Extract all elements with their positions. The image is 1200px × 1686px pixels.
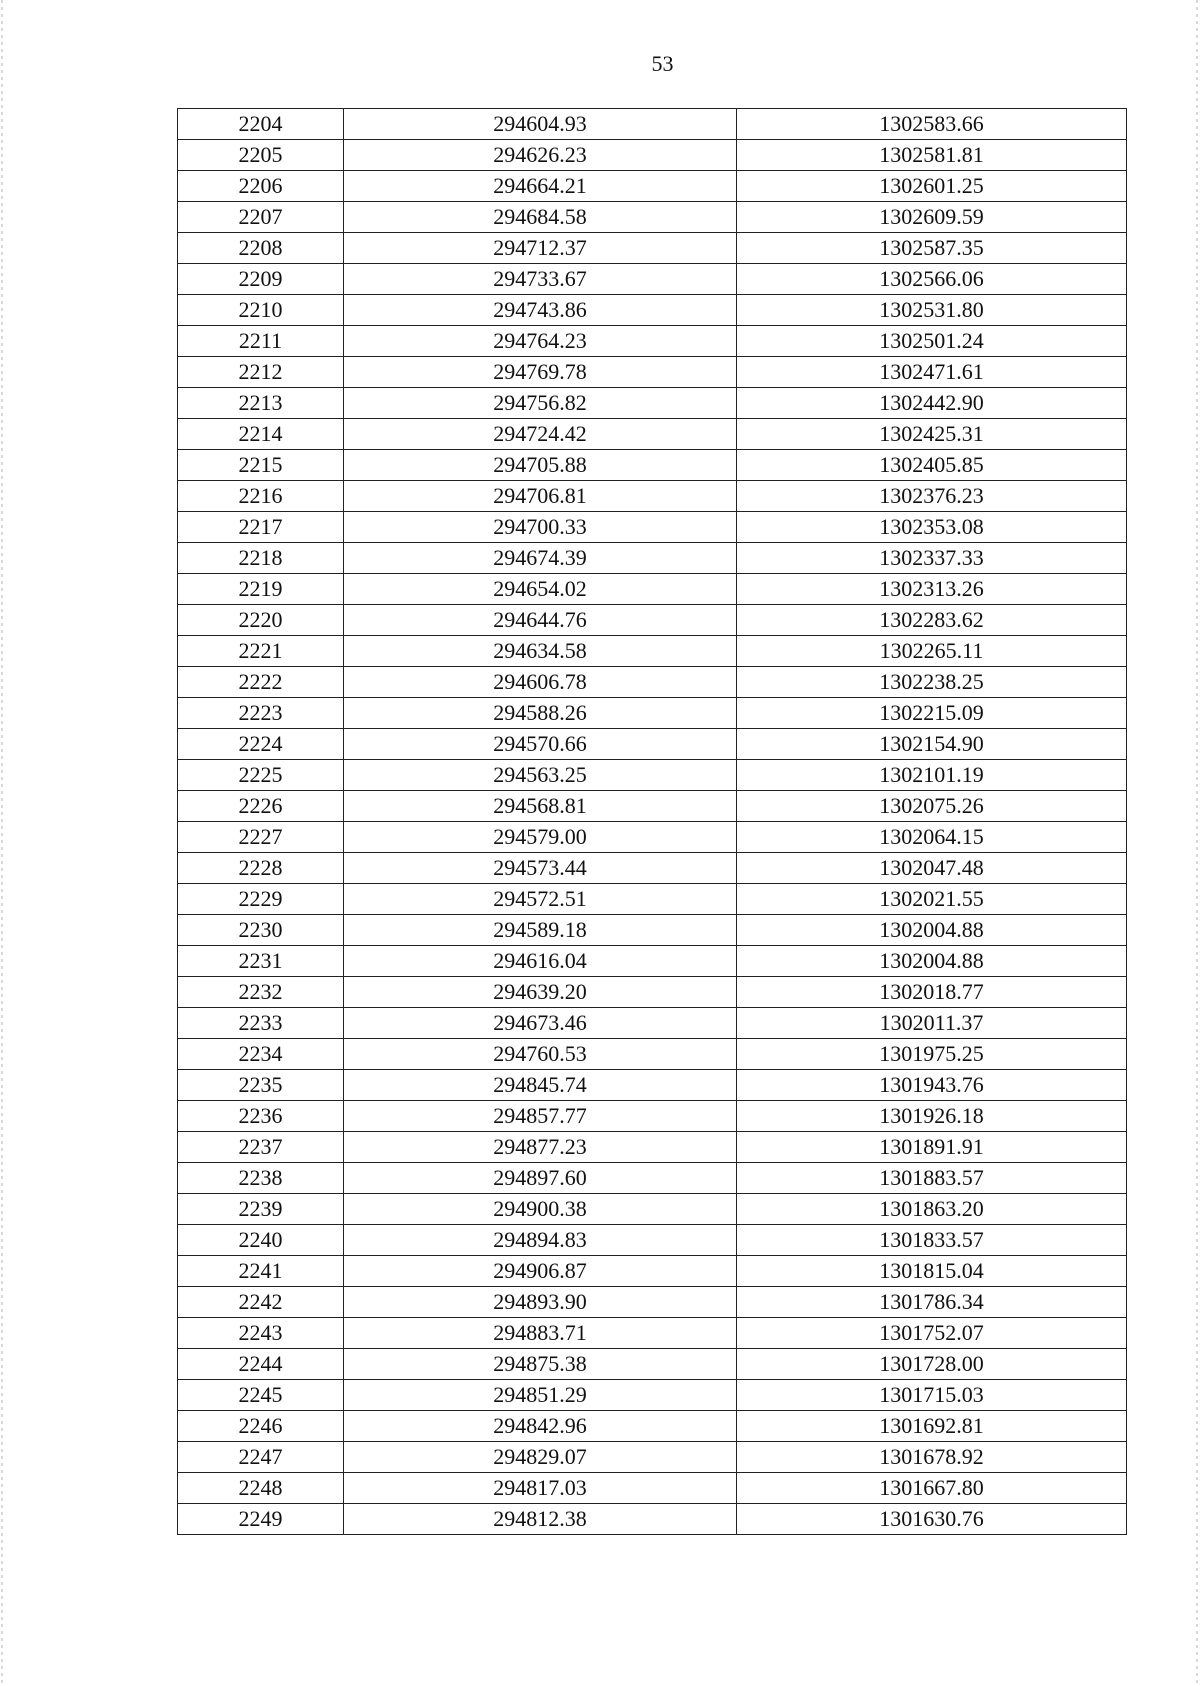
- x-coordinate-cell: 294700.33: [344, 512, 737, 543]
- table-row: [178, 1039, 1127, 1070]
- point-number-cell: 2229: [178, 884, 344, 915]
- x-coordinate-cell: 294588.26: [344, 698, 737, 729]
- table-row: [178, 853, 1127, 884]
- x-coordinate-cell: 294626.23: [344, 140, 737, 171]
- table-row: [178, 1194, 1127, 1225]
- x-coordinate-cell: 294572.51: [344, 884, 737, 915]
- x-coordinate-cell: 294639.20: [344, 977, 737, 1008]
- x-coordinate-cell: 294760.53: [344, 1039, 737, 1070]
- y-coordinate-cell: 1302018.77: [737, 977, 1127, 1008]
- table-row: [178, 1473, 1127, 1504]
- x-coordinate-cell: 294764.23: [344, 326, 737, 357]
- y-coordinate-cell: 1302337.33: [737, 543, 1127, 574]
- point-number-cell: 2204: [178, 109, 344, 140]
- x-coordinate-cell: 294568.81: [344, 791, 737, 822]
- point-number-cell: 2213: [178, 388, 344, 419]
- x-coordinate-cell: 294877.23: [344, 1132, 737, 1163]
- x-coordinate-cell: 294589.18: [344, 915, 737, 946]
- x-coordinate-cell: 294817.03: [344, 1473, 737, 1504]
- point-number-cell: 2223: [178, 698, 344, 729]
- x-coordinate-cell: 294883.71: [344, 1318, 737, 1349]
- point-number-cell: 2239: [178, 1194, 344, 1225]
- x-coordinate-cell: 294743.86: [344, 295, 737, 326]
- table-row: [178, 1380, 1127, 1411]
- table-row: [178, 667, 1127, 698]
- y-coordinate-cell: 1301667.80: [737, 1473, 1127, 1504]
- point-number-cell: 2221: [178, 636, 344, 667]
- table-row: [178, 295, 1127, 326]
- y-coordinate-cell: 1302313.26: [737, 574, 1127, 605]
- y-coordinate-cell: 1301815.04: [737, 1256, 1127, 1287]
- table-row: [178, 1411, 1127, 1442]
- y-coordinate-cell: 1301891.91: [737, 1132, 1127, 1163]
- table-row: [178, 574, 1127, 605]
- table-row: [178, 698, 1127, 729]
- table-row: [178, 636, 1127, 667]
- y-coordinate-cell: 1301715.03: [737, 1380, 1127, 1411]
- y-coordinate-cell: 1302011.37: [737, 1008, 1127, 1039]
- x-coordinate-cell: 294644.76: [344, 605, 737, 636]
- table-row: [178, 202, 1127, 233]
- x-coordinate-cell: 294857.77: [344, 1101, 737, 1132]
- point-number-cell: 2208: [178, 233, 344, 264]
- y-coordinate-cell: 1302353.08: [737, 512, 1127, 543]
- point-number-cell: 2217: [178, 512, 344, 543]
- point-number-cell: 2245: [178, 1380, 344, 1411]
- x-coordinate-cell: 294570.66: [344, 729, 737, 760]
- x-coordinate-cell: 294875.38: [344, 1349, 737, 1380]
- y-coordinate-cell: 1302471.61: [737, 357, 1127, 388]
- point-number-cell: 2235: [178, 1070, 344, 1101]
- x-coordinate-cell: 294604.93: [344, 109, 737, 140]
- x-coordinate-cell: 294842.96: [344, 1411, 737, 1442]
- table-row: [178, 1070, 1127, 1101]
- x-coordinate-cell: 294724.42: [344, 419, 737, 450]
- point-number-cell: 2220: [178, 605, 344, 636]
- y-coordinate-cell: 1302215.09: [737, 698, 1127, 729]
- table-row: [178, 1101, 1127, 1132]
- point-number-cell: 2225: [178, 760, 344, 791]
- x-coordinate-cell: 294845.74: [344, 1070, 737, 1101]
- point-number-cell: 2241: [178, 1256, 344, 1287]
- y-coordinate-cell: 1301833.57: [737, 1225, 1127, 1256]
- x-coordinate-cell: 294756.82: [344, 388, 737, 419]
- y-coordinate-cell: 1302581.81: [737, 140, 1127, 171]
- point-number-cell: 2231: [178, 946, 344, 977]
- point-number-cell: 2243: [178, 1318, 344, 1349]
- x-coordinate-cell: 294573.44: [344, 853, 737, 884]
- x-coordinate-cell: 294684.58: [344, 202, 737, 233]
- y-coordinate-cell: 1302064.15: [737, 822, 1127, 853]
- x-coordinate-cell: 294706.81: [344, 481, 737, 512]
- point-number-cell: 2248: [178, 1473, 344, 1504]
- table-row: [178, 1349, 1127, 1380]
- scan-edge-left: [1, 0, 3, 1686]
- y-coordinate-cell: 1302425.31: [737, 419, 1127, 450]
- point-number-cell: 2206: [178, 171, 344, 202]
- y-coordinate-cell: 1302004.88: [737, 915, 1127, 946]
- x-coordinate-cell: 294654.02: [344, 574, 737, 605]
- y-coordinate-cell: 1302442.90: [737, 388, 1127, 419]
- y-coordinate-cell: 1302283.62: [737, 605, 1127, 636]
- y-coordinate-cell: 1302238.25: [737, 667, 1127, 698]
- y-coordinate-cell: 1302587.35: [737, 233, 1127, 264]
- point-number-cell: 2224: [178, 729, 344, 760]
- point-number-cell: 2216: [178, 481, 344, 512]
- y-coordinate-cell: 1302601.25: [737, 171, 1127, 202]
- y-coordinate-cell: 1301728.00: [737, 1349, 1127, 1380]
- point-number-cell: 2207: [178, 202, 344, 233]
- table-row: [178, 1318, 1127, 1349]
- coordinate-table: [177, 108, 1127, 1535]
- x-coordinate-cell: 294906.87: [344, 1256, 737, 1287]
- y-coordinate-cell: 1302609.59: [737, 202, 1127, 233]
- y-coordinate-cell: 1301943.76: [737, 1070, 1127, 1101]
- point-number-cell: 2214: [178, 419, 344, 450]
- point-number-cell: 2210: [178, 295, 344, 326]
- table-row: [178, 1163, 1127, 1194]
- x-coordinate-cell: 294674.39: [344, 543, 737, 574]
- point-number-cell: 2209: [178, 264, 344, 295]
- table-row: [178, 1132, 1127, 1163]
- table-row: [178, 109, 1127, 140]
- y-coordinate-cell: 1302583.66: [737, 109, 1127, 140]
- y-coordinate-cell: 1302501.24: [737, 326, 1127, 357]
- point-number-cell: 2226: [178, 791, 344, 822]
- point-number-cell: 2246: [178, 1411, 344, 1442]
- table-row: [178, 264, 1127, 295]
- point-number-cell: 2247: [178, 1442, 344, 1473]
- point-number-cell: 2228: [178, 853, 344, 884]
- point-number-cell: 2230: [178, 915, 344, 946]
- scan-edge-right: [1196, 0, 1198, 1686]
- y-coordinate-cell: 1301883.57: [737, 1163, 1127, 1194]
- y-coordinate-cell: 1302154.90: [737, 729, 1127, 760]
- point-number-cell: 2249: [178, 1504, 344, 1535]
- x-coordinate-cell: 294712.37: [344, 233, 737, 264]
- point-number-cell: 2236: [178, 1101, 344, 1132]
- table-row: [178, 729, 1127, 760]
- x-coordinate-cell: 294664.21: [344, 171, 737, 202]
- point-number-cell: 2232: [178, 977, 344, 1008]
- table-row: [178, 233, 1127, 264]
- table-row: [178, 357, 1127, 388]
- x-coordinate-cell: 294606.78: [344, 667, 737, 698]
- point-number-cell: 2234: [178, 1039, 344, 1070]
- y-coordinate-cell: 1301926.18: [737, 1101, 1127, 1132]
- y-coordinate-cell: 1301692.81: [737, 1411, 1127, 1442]
- y-coordinate-cell: 1301975.25: [737, 1039, 1127, 1070]
- point-number-cell: 2237: [178, 1132, 344, 1163]
- table-row: [178, 512, 1127, 543]
- point-number-cell: 2212: [178, 357, 344, 388]
- table-row: [178, 977, 1127, 1008]
- table-row: [178, 791, 1127, 822]
- table-row: [178, 915, 1127, 946]
- table-row: [178, 543, 1127, 574]
- x-coordinate-cell: 294634.58: [344, 636, 737, 667]
- y-coordinate-cell: 1302047.48: [737, 853, 1127, 884]
- point-number-cell: 2218: [178, 543, 344, 574]
- point-number-cell: 2222: [178, 667, 344, 698]
- y-coordinate-cell: 1302531.80: [737, 295, 1127, 326]
- y-coordinate-cell: 1301863.20: [737, 1194, 1127, 1225]
- y-coordinate-cell: 1301752.07: [737, 1318, 1127, 1349]
- point-number-cell: 2233: [178, 1008, 344, 1039]
- table-row: [178, 946, 1127, 977]
- x-coordinate-cell: 294893.90: [344, 1287, 737, 1318]
- x-coordinate-cell: 294851.29: [344, 1380, 737, 1411]
- point-number-cell: 2219: [178, 574, 344, 605]
- x-coordinate-cell: 294616.04: [344, 946, 737, 977]
- page-number: 53: [651, 51, 674, 76]
- point-number-cell: 2205: [178, 140, 344, 171]
- y-coordinate-cell: 1302405.85: [737, 450, 1127, 481]
- table-row: [178, 481, 1127, 512]
- table-row: [178, 1442, 1127, 1473]
- x-coordinate-cell: 294673.46: [344, 1008, 737, 1039]
- y-coordinate-cell: 1302376.23: [737, 481, 1127, 512]
- y-coordinate-cell: 1302101.19: [737, 760, 1127, 791]
- point-number-cell: 2227: [178, 822, 344, 853]
- point-number-cell: 2238: [178, 1163, 344, 1194]
- point-number-cell: 2240: [178, 1225, 344, 1256]
- table-row: [178, 1225, 1127, 1256]
- x-coordinate-cell: 294733.67: [344, 264, 737, 295]
- point-number-cell: 2211: [178, 326, 344, 357]
- x-coordinate-cell: 294812.38: [344, 1504, 737, 1535]
- table-row: [178, 884, 1127, 915]
- y-coordinate-cell: 1301678.92: [737, 1442, 1127, 1473]
- point-number-cell: 2244: [178, 1349, 344, 1380]
- table-row: [178, 1256, 1127, 1287]
- table-row: [178, 1504, 1127, 1535]
- table-row: [178, 140, 1127, 171]
- y-coordinate-cell: 1301630.76: [737, 1504, 1127, 1535]
- table-row: [178, 605, 1127, 636]
- y-coordinate-cell: 1302075.26: [737, 791, 1127, 822]
- table-row: [178, 171, 1127, 202]
- table-row: [178, 388, 1127, 419]
- table-row: [178, 1008, 1127, 1039]
- table-row: [178, 822, 1127, 853]
- x-coordinate-cell: 294894.83: [344, 1225, 737, 1256]
- table-row: [178, 326, 1127, 357]
- point-number-cell: 2242: [178, 1287, 344, 1318]
- table-row: [178, 419, 1127, 450]
- x-coordinate-cell: 294900.38: [344, 1194, 737, 1225]
- y-coordinate-cell: 1301786.34: [737, 1287, 1127, 1318]
- table-row: [178, 1287, 1127, 1318]
- point-number-cell: 2215: [178, 450, 344, 481]
- x-coordinate-cell: 294705.88: [344, 450, 737, 481]
- x-coordinate-cell: 294829.07: [344, 1442, 737, 1473]
- x-coordinate-cell: 294769.78: [344, 357, 737, 388]
- y-coordinate-cell: 1302004.88: [737, 946, 1127, 977]
- y-coordinate-cell: 1302021.55: [737, 884, 1127, 915]
- x-coordinate-cell: 294563.25: [344, 760, 737, 791]
- y-coordinate-cell: 1302566.06: [737, 264, 1127, 295]
- table-row: [178, 760, 1127, 791]
- x-coordinate-cell: 294579.00: [344, 822, 737, 853]
- y-coordinate-cell: 1302265.11: [737, 636, 1127, 667]
- table-body: [178, 109, 1127, 1535]
- x-coordinate-cell: 294897.60: [344, 1163, 737, 1194]
- table-row: [178, 450, 1127, 481]
